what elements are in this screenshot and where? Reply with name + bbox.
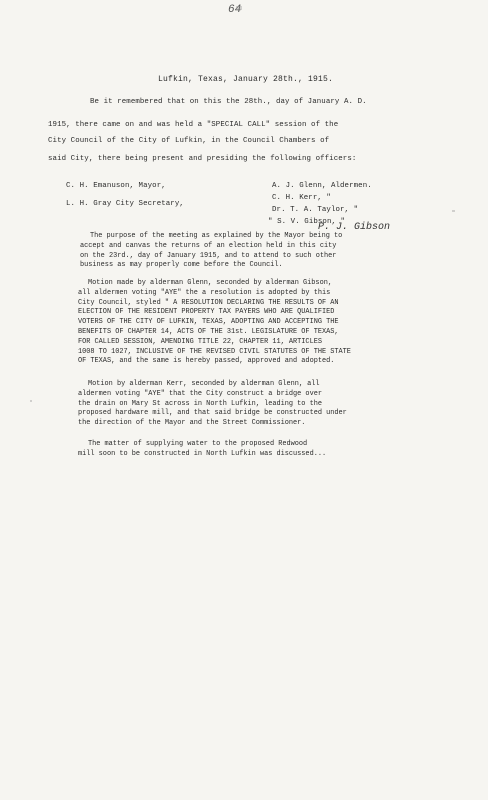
paragraph-water bbox=[78, 440, 326, 460]
intro-line-2: 1915, there came on and was held a "SPECIAL CALL" session of the bbox=[48, 121, 339, 129]
ink-speck bbox=[30, 400, 32, 402]
ink-speck bbox=[452, 210, 455, 212]
paragraph-purpose bbox=[80, 232, 342, 271]
paragraph-line: The matter of supplying water to the proposed Redwood bbox=[88, 440, 308, 448]
page-number: 64 bbox=[228, 4, 242, 16]
paragraph-bridge bbox=[78, 380, 347, 429]
officer-mayor: C. H. Emanuson, Mayor, bbox=[66, 182, 166, 190]
paragraph-resolution bbox=[78, 279, 351, 367]
paragraph-line: all aldermen voting "AYE" the a resolution is adopted by this bbox=[78, 288, 331, 297]
dateline: Lufkin, Texas, January 28th., 1915. bbox=[158, 75, 334, 84]
paragraph-line: the direction of the Mayor and the Street Commissioner. bbox=[78, 419, 306, 428]
paragraph-line: The purpose of the meeting as explained by the Mayor being to bbox=[90, 232, 343, 240]
paragraph-line: proposed hardware mill, and that said bridge be constructed under bbox=[78, 409, 347, 418]
intro-line-1: Be it remembered that on this the 28th., day of January A. D. bbox=[90, 98, 367, 106]
paragraph-line: aldermen voting "AYE" that the City construct a bridge over bbox=[78, 389, 322, 398]
alderman-2: C. H. Kerr, " bbox=[272, 194, 331, 202]
paragraph-line: the drain on Mary St across in North Lufkin, leading to the bbox=[78, 399, 322, 408]
paragraph-line: mill soon to be constructed in North Lufkin was discussed... bbox=[78, 449, 327, 458]
paragraph-line: City Council, styled " A RESOLUTION DECLARING THE RESULTS OF AN bbox=[78, 298, 339, 307]
paragraph-line: OF TEXAS, and the same is hereby passed, approved and adopted. bbox=[78, 357, 335, 366]
handwritten-note: P. J. Gibson bbox=[318, 222, 391, 233]
paragraph-line: business as may properly come before the Council. bbox=[80, 261, 283, 270]
paragraph-line: FOR CALLED SESSION, AMENDING TITLE 22, CHAPTER 11, ARTICLES bbox=[78, 337, 322, 346]
paragraph-line: Motion made by alderman Glenn, seconded by alderman Gibson, bbox=[88, 279, 332, 287]
alderman-4: " S. V. Gibson, " bbox=[268, 218, 346, 226]
officer-secretary: L. H. Gray City Secretary, bbox=[66, 200, 184, 208]
paragraph-line: accept and canvas the returns of an election held in this city bbox=[80, 241, 337, 250]
intro-line-4: said City, there being present and presiding the following officers: bbox=[48, 155, 357, 163]
paragraph-line: 1008 TO 1027, INCLUSIVE OF THE REVISED CIVIL STATUTES OF THE STATE bbox=[78, 347, 351, 356]
ink-smudge bbox=[236, 6, 242, 10]
paragraph-line: VOTERS OF THE CITY OF LUFKIN, TEXAS, ADOPTING AND ACCEPTING THE bbox=[78, 318, 339, 327]
paragraph-line: ELECTION OF THE RESIDENT PROPERTY TAX PAYERS WHO ARE QUALIFIED bbox=[78, 308, 335, 317]
paragraph-line: BENEFITS OF CHAPTER 14, ACTS OF THE 31st. LEGISLATURE OF TEXAS, bbox=[78, 327, 339, 336]
paragraph-line: on the 23rd., day of January 1915, and to attend to such other bbox=[80, 251, 337, 260]
alderman-3: Dr. T. A. Taylor, " bbox=[272, 206, 359, 214]
intro-line-3: City Council of the City of Lufkin, in the Council Chambers of bbox=[48, 137, 330, 145]
paragraph-line: Motion by alderman Kerr, seconded by alderman Glenn, all bbox=[88, 380, 320, 388]
alderman-1: A. J. Glenn, Aldermen. bbox=[272, 182, 372, 190]
